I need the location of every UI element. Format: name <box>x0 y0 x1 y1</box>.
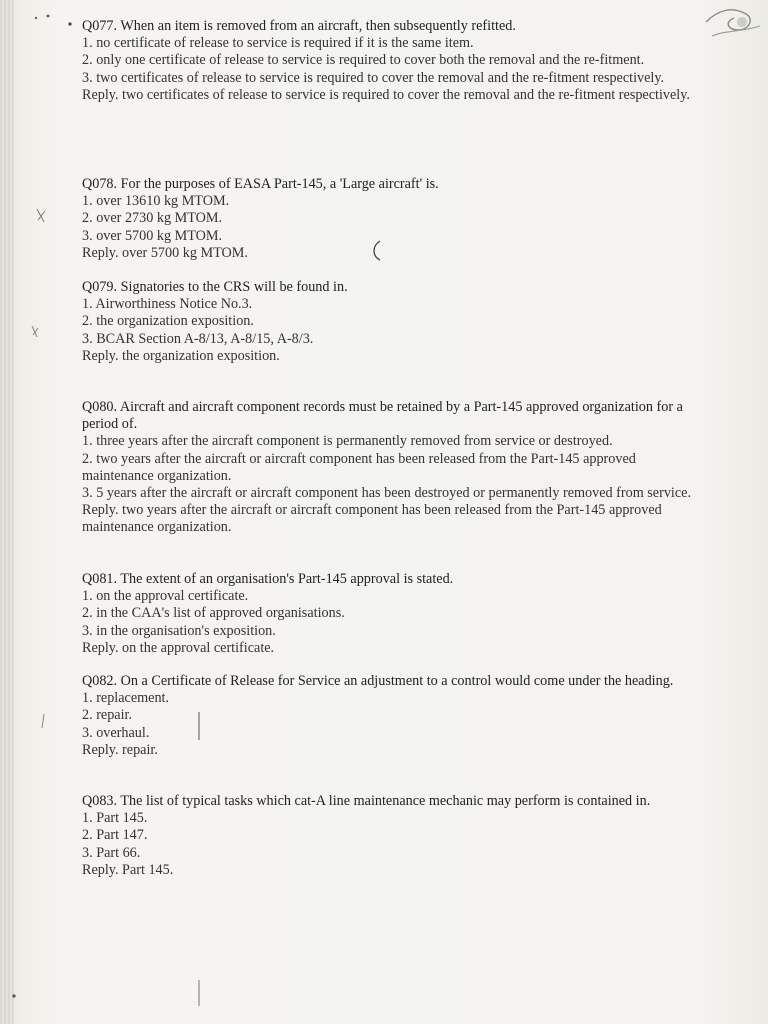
reply-answer: Reply. over 5700 kg MTOM. <box>82 244 248 261</box>
reply-answer: Reply. two certificates of release to service is required to cover the removal and the re-fitment respectively. <box>82 86 690 103</box>
answer-option: 1. Part 145. <box>82 810 148 827</box>
reply-answer: Reply. Part 145. <box>82 861 174 878</box>
pen-bracket-mark <box>368 238 384 264</box>
answer-option: 2. only one certificate of release to service is required to cover both the removal and the re-fitment. <box>82 52 645 69</box>
question-stem: Q079. Signatories to the CRS will be found in. <box>82 279 348 295</box>
answer-option: 1. three years after the aircraft component is permanently removed from service or destroyed. <box>82 433 613 450</box>
question-q083 <box>82 793 692 879</box>
question-q081 <box>82 571 692 657</box>
answer-option: 2. two years after the aircraft or aircraft component has been released from the Part-145 approved maintenance organization. <box>82 450 636 484</box>
answer-option: 1. on the approval certificate. <box>82 588 249 605</box>
question-stem: Q082. On a Certificate of Release for Service an adjustment to a control would come under the heading. <box>82 673 674 689</box>
pen-vertical-mark <box>196 978 202 1008</box>
answer-option: 1. over 13610 kg MTOM. <box>82 193 230 210</box>
question-q079 <box>82 279 692 365</box>
margin-tick-mark <box>38 712 48 732</box>
answer-option: 1. no certificate of release to service is required if it is the same item. <box>82 35 474 52</box>
reply-answer: Reply. on the approval certificate. <box>82 639 275 656</box>
answer-option: 2. repair. <box>82 707 133 724</box>
reply-answer: Reply. two years after the aircraft or aircraft component has been released from the Part-145 approved maintenance organization. <box>82 502 662 536</box>
margin-tick-mark <box>28 322 42 342</box>
bottom-left-dot <box>8 990 20 1002</box>
question-stem: Q080. Aircraft and aircraft component records must be retained by a Part-145 approved organization for a period of. <box>82 399 683 433</box>
reply-answer: Reply. repair. <box>82 741 158 758</box>
question-q078 <box>82 176 692 262</box>
pen-vertical-mark <box>196 710 202 742</box>
margin-tick-mark <box>34 206 48 226</box>
answer-option: 3. overhaul. <box>82 724 150 741</box>
question-stem: Q083. The list of typical tasks which cat-A line maintenance mechanic may perform is contained in. <box>82 793 651 809</box>
page-binding-edge <box>0 0 14 1024</box>
question-q077 <box>82 18 692 104</box>
answer-option: 3. over 5700 kg MTOM. <box>82 227 223 244</box>
answer-option: 3. 5 years after the aircraft or aircraft component has been destroyed or permanently removed from service. <box>82 485 692 502</box>
answer-option: 2. Part 147. <box>82 827 148 844</box>
reply-answer: Reply. the organization exposition. <box>82 347 280 364</box>
answer-option: 3. two certificates of release to service is required to cover the removal and the re-fitment respectively. <box>82 69 665 86</box>
answer-option: 3. BCAR Section A-8/13, A-8/15, A-8/3. <box>82 330 314 347</box>
top-right-scribble <box>698 0 768 50</box>
question-q080 <box>82 399 692 537</box>
answer-option: 1. replacement. <box>82 690 170 707</box>
question-q082 <box>82 673 692 759</box>
answer-option: 3. in the organisation's exposition. <box>82 622 276 639</box>
answer-option: 1. Airworthiness Notice No.3. <box>82 296 253 313</box>
question-stem: Q081. The extent of an organisation's Part-145 approval is stated. <box>82 571 454 587</box>
answer-option: 2. the organization exposition. <box>82 313 254 330</box>
answer-option: 3. Part 66. <box>82 844 141 861</box>
top-left-dots <box>30 8 80 28</box>
question-stem: Q078. For the purposes of EASA Part-145, a 'Large aircraft' is. <box>82 176 439 192</box>
answer-option: 2. over 2730 kg MTOM. <box>82 210 223 227</box>
answer-option: 2. in the CAA's list of approved organisations. <box>82 605 345 622</box>
question-stem: Q077. When an item is removed from an aircraft, then subsequently refitted. <box>82 18 516 34</box>
